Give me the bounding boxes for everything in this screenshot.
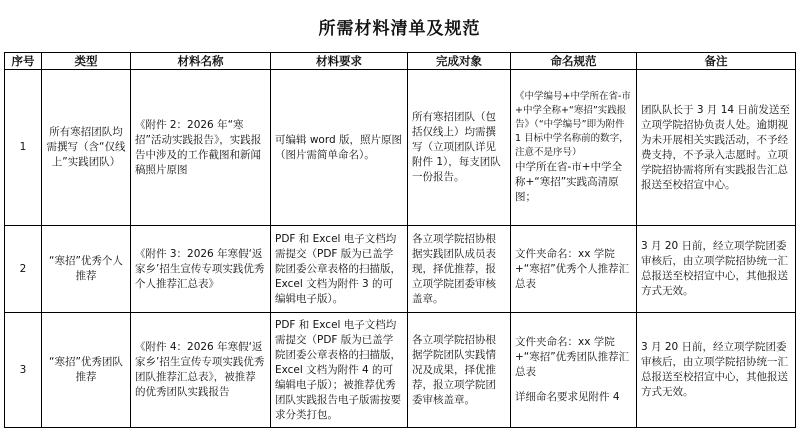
cell-no: 3 (5, 313, 42, 428)
cell-type: “寒招”优秀个人推荐 (42, 226, 131, 313)
cell-note: 3 月 20 日前，经立项学院团委审核后，由立项学院招协统一汇总报送至校招宣中心，其他报送方式无效。 (637, 226, 796, 313)
table-row (5, 70, 796, 226)
header-no: 序号 (5, 53, 42, 70)
cell-material-name: 《附件 3：2026 年寒假‘返家乡’招生宣传专项实践优秀个人推荐汇总表》 (131, 226, 271, 313)
cell-material-name: 《附件 4：2026 年寒假‘返家乡’招生宣传专项实践优秀团队推荐汇总表》，被推荐的优秀团队实践报告 (131, 313, 271, 428)
cell-naming-rule (511, 70, 637, 226)
cell-note: 团队队长于 3 月 14 日前发送至立项学院招协负责人处。逾期视为未开展相关实践活动，不予经费支持，不予录入志愿时。立项学院招协需将所有实践报告汇总报送至校招宣中心。 (637, 70, 796, 226)
materials-table (4, 52, 796, 428)
header-naming-rule: 命名规范 (511, 53, 637, 70)
naming-rule-folder: 文件夹命名：xx 学院+“寒招”优秀团队推荐汇总表 (515, 336, 630, 378)
cell-no: 1 (5, 70, 42, 226)
cell-target: 所有寒招团队（包括仅线上）均需撰写（立项团队详见附件 1），每支团队一份报告。 (408, 70, 511, 226)
naming-rule-photos: 中学所在省-市+中学全称+“寒招”实践高清原图； (515, 161, 623, 203)
cell-material-requirement: PDF 和 Excel 电子文档均需提交（PDF 版为已盖学院团委公章表格的扫描版，Excel 文档为附件 4 的可编辑电子版）；被推荐优秀团队实践报告电子版需按要求分类打包。 (271, 313, 408, 428)
header-material-requirement: 材料要求 (271, 53, 408, 70)
header-material-name: 材料名称 (131, 53, 271, 70)
cell-target: 各立项学院招协根据学院团队实践情况及成果，择优推荐，报立项学院团委审核盖章。 (408, 313, 511, 428)
naming-rule-spacer (515, 380, 632, 390)
cell-naming-rule (511, 313, 637, 428)
header-note: 备注 (637, 53, 796, 70)
cell-naming-rule: 文件夹命名：xx 学院+“寒招”优秀个人推荐汇总表 (511, 226, 637, 313)
cell-target: 各立项学院招协根据实践团队成员表现，择优推荐，报立项学院团委审核盖章。 (408, 226, 511, 313)
cell-material-requirement: PDF 和 Excel 电子文档均需提交（PDF 版为已盖学院团委公章表格的扫描版，Excel 文档为附件 3 的可编辑电子版）。 (271, 226, 408, 313)
naming-rule-report: 《中学编号+中学所在省-市+中学全称+“寒招”实践报告》（“中学编号”即为附件 1 目标中学名称前的数字，注意不是序号） (515, 91, 631, 158)
cell-type: 所有寒招团队均需撰写（含“仅线上”实践团队） (42, 70, 131, 226)
table-row (5, 313, 796, 428)
cell-material-requirement: 可编辑 word 版，照片原图（图片需简单命名）。 (271, 70, 408, 226)
header-target: 完成对象 (408, 53, 511, 70)
naming-rule-detail: 详细命名要求见附件 4 (515, 391, 620, 403)
header-type: 类型 (42, 53, 131, 70)
table-row (5, 226, 796, 313)
document-title: 所需材料清单及规范 (318, 19, 481, 39)
cell-no: 2 (5, 226, 42, 313)
table-header-row (5, 53, 796, 70)
cell-type: “寒招”优秀团队推荐 (42, 313, 131, 428)
cell-material-name: 《附件 2：2026 年“寒招”活动实践报告》，实践报告中涉及的工作截图和新闻稿照片原图 (131, 70, 271, 226)
cell-note: 3 月 20 日前，经立项学院团委审核后，由立项学院招协统一汇总报送至校招宣中心，其他报送方式无效。 (637, 313, 796, 428)
